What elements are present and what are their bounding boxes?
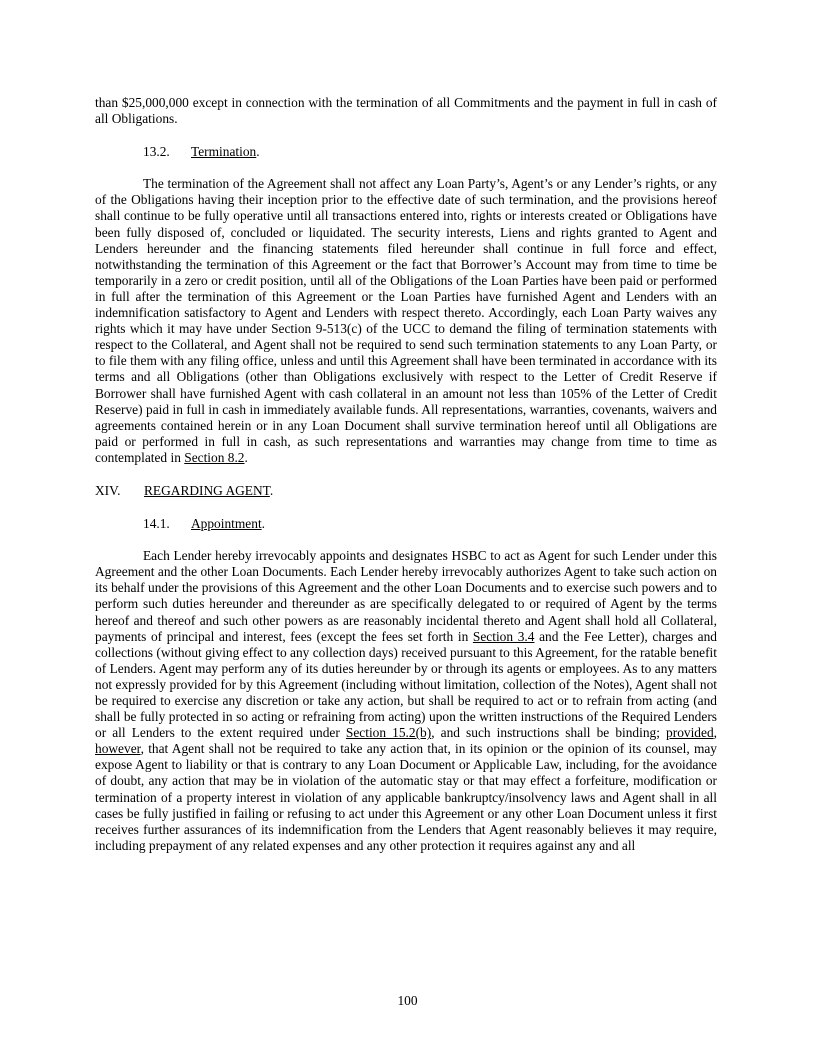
termination-paragraph — [95, 176, 717, 466]
section-13-2-heading — [95, 144, 717, 160]
article-xiv-number: XIV. — [95, 482, 121, 498]
article-xiv-title: REGARDING AGENT — [144, 482, 270, 498]
section-14-1-number: 14.1. — [143, 516, 170, 532]
section-15-2-b-reference: Section 15.2(b) — [345, 725, 432, 741]
appointment-text-4: , that Agent shall not be required to take any action that, in its opinion or the opinion of its counsel, may expose Agent to liability or that is contrary to any Loan Document or Applicable Law, including, for the avoidance of doubt, any action that may be in violation of the automatic stay or that may effect a forfeiture, modification or termination of a property interest in violation of any applicable bankruptcy/insolvency laws and Agent shall in all cases be fully justified in failing or refusing to act under this Agreement or any other Loan Document unless it first receives further assurances of its indemnification from the Lenders that Agent reasonably believes it may require, including prepayment of any related expenses and any other protection it requires against any and all — [95, 741, 717, 853]
section-8-2-reference: Section 8.2 — [184, 449, 245, 465]
appointment-paragraph — [95, 548, 717, 854]
however-term: however — [95, 741, 141, 757]
page-number: 100 — [397, 993, 418, 1008]
termination-body: The termination of the Agreement shall not affect any Loan Party’s, Agent’s or any Lender’s rights, or any of the Obligations having their inception prior to the effective date of such termination, and the provisions hereof shall continue to be fully operative until all transactions entered into, rights or interests created or Obligations have been fully disposed of, concluded or liquidated. The security interests, Liens and rights granted to Agent and Lenders hereunder and the financing statements filed hereunder shall continue in full force and effect, notwithstanding the termination of this Agreement or the fact that Borrower’s Account may from time to time be temporarily in a zero or credit position, until all of the Obligations of the Loan Parties have been paid or performed in full after the termination of this Agreement or the Loan Parties have furnished Agent and Lenders with an indemnification satisfactory to Agent and Lenders with respect thereto. Accordingly, each Loan Party waives any rights which it may have under Section 9-513(c) of the UCC to demand the filing of termination statements with respect to the Collateral, and Agent shall not be required to send such termination statements to any Loan Party, or to file them with any filing office, unless and until this Agreement shall have been terminated in accordance with its terms and all Obligations (other than Obligations exclusively with respect to the Letter of Credit Reserve if Borrower shall have furnished Agent with cash collateral in an amount not less than 105% of the Letter of Credit Reserve) paid in full in cash in immediately available funds. All representations, warranties, covenants, waivers and agreements contained herein or in any Loan Document shall survive termination hereof until all Obligations are paid or performed in full in cash, as such representations and warranties may change from time to time as contemplated in — [95, 176, 717, 465]
continuation-text: than $25,000,000 except in connection with the termination of all Commitments and the payment in full in cash of all Obligations. — [95, 95, 717, 127]
appointment-text-3: , and such instructions shall be binding; — [431, 725, 667, 741]
section-14-1-heading — [95, 516, 717, 532]
article-xiv-title-period: . — [269, 482, 274, 498]
section-13-2-number: 13.2. — [143, 144, 170, 160]
appointment-text-1: Each Lender hereby irrevocably appoints and designates HSBC to act as Agent for such Lender under this Agreement and the other Loan Documents. Each Lender hereby irrevocably authorizes Agent to take such action on its behalf under the provisions of this Agreement and the other Loan Documents and to exercise such powers and to perform such duties hereunder and thereunder as are specifically delegated to or required of Agent by the terms hereof and thereof and such other powers as are reasonably incidental thereto and Agent shall hold all Collateral, payments of principal and interest, fees (except the fees set forth in — [95, 548, 717, 644]
termination-body-end: . — [244, 449, 248, 465]
provided-term: provided — [666, 725, 714, 741]
article-xiv-heading — [95, 483, 717, 499]
document-page — [95, 95, 717, 854]
continuation-paragraph — [95, 95, 717, 127]
section-14-1-title: Appointment — [191, 516, 262, 532]
section-3-4-reference: Section 3.4 — [472, 628, 535, 644]
section-14-1-title-period: . — [261, 516, 266, 532]
appointment-text-2: and the Fee Letter), charges and collections (without giving effect to any collection days) received pursuant to this Agreement, for the ratable benefit of Lenders. Agent may perform any of its duties hereunder by or through its agents or employees. As to any matters not expressly provided for by this Agreement (including without limitation, collection of the Notes), Agent shall not be required to exercise any discretion or take any action, but shall be required to act or to refrain from acting (and shall be fully protected in so acting or refraining from acting) upon the written instructions of the Required Lenders or all Lenders to the extent required under — [95, 628, 718, 741]
appointment-comma: , — [713, 725, 718, 741]
section-13-2-title-period: . — [256, 144, 260, 160]
section-13-2-title: Termination — [191, 144, 257, 160]
